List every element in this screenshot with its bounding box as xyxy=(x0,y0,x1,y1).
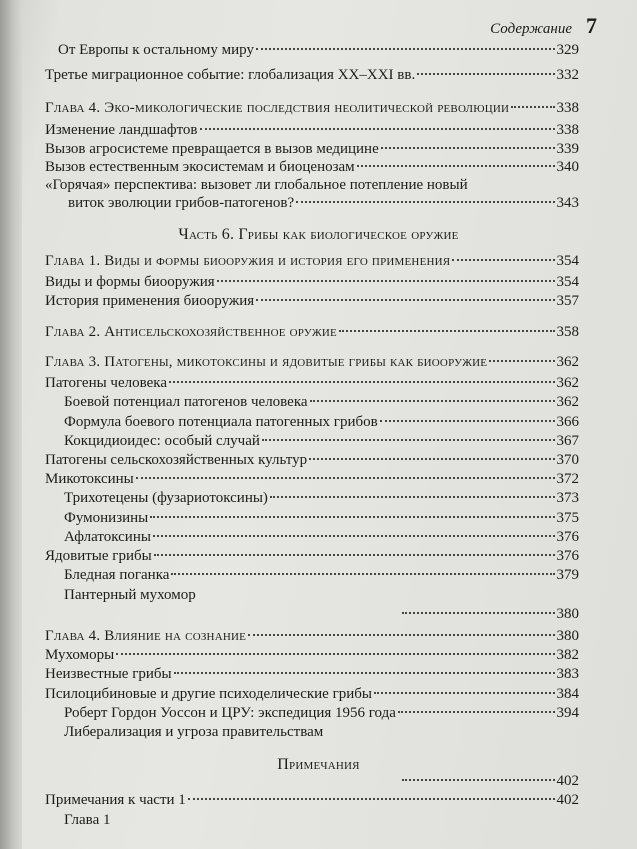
toc-subentry: Фумонизины 375 xyxy=(64,510,579,526)
dot-leader xyxy=(270,496,555,498)
dot-leader xyxy=(171,573,554,575)
toc-entry: Изменение ландшафтов 338 xyxy=(45,122,579,138)
toc-entry: История применения биооружия 357 xyxy=(45,293,579,309)
toc-chapter-entry: Глава 2. Антисельскохозяйственное оружие 358 xyxy=(45,324,579,340)
toc-chapter-entry: Глава 3. Патогены, микотоксины и ядовитые грибы как биооружие 362 xyxy=(45,354,579,370)
toc-subentry: Трихотецены (фузариотоксины) 373 xyxy=(64,490,579,506)
page-number: 7 xyxy=(586,13,597,38)
toc-entry: Мухоморы 382 xyxy=(45,647,579,663)
dot-leader xyxy=(248,634,554,636)
toc-subentry-line: Глава 1 xyxy=(64,812,111,828)
toc-subentry: Формула боевого потенциала патогенных грибов 366 xyxy=(64,414,579,430)
toc-entry: виток эволюции грибов-патогенов? 343 xyxy=(68,195,579,211)
toc-entry: Примечания к части 1 402 xyxy=(45,792,579,808)
toc-subentry: Афлатоксины 376 xyxy=(64,529,579,545)
dot-leader xyxy=(296,201,554,203)
part-heading: Часть 6. Грибы как биологическое оружие xyxy=(178,226,459,243)
dot-leader xyxy=(217,280,555,282)
dot-leader xyxy=(169,381,555,383)
toc-subentry: Роберт Гордон Уоссон и ЦРУ: экспедиция 1956 года 394 xyxy=(64,705,579,721)
dot-leader xyxy=(380,420,555,422)
toc-entry: От Европы к остальному миру 329 xyxy=(58,42,579,58)
dot-leader xyxy=(357,165,555,167)
toc-subentry: Кокцидиоидес: особый случай 367 xyxy=(64,433,579,449)
toc-entry: Виды и формы биооружия 354 xyxy=(45,274,579,290)
notes-heading: Примечания xyxy=(277,756,360,773)
dot-leader xyxy=(339,330,555,332)
dot-leader xyxy=(256,299,554,301)
dot-leader xyxy=(402,779,555,781)
dot-leader xyxy=(452,259,554,261)
toc-page-only: 380 xyxy=(400,606,579,623)
toc-entry: Вызов агросистеме превращается в вызов медицине 339 xyxy=(45,141,579,157)
toc-entry: Третье миграционное событие: глобализация XX–XXI вв. 332 xyxy=(45,67,579,83)
running-title: Содержание xyxy=(490,21,572,37)
dot-leader xyxy=(402,612,555,614)
dot-leader xyxy=(200,128,555,130)
dot-leader xyxy=(309,458,554,460)
dot-leader xyxy=(150,516,554,518)
dot-leader xyxy=(417,73,554,75)
dot-leader xyxy=(174,672,555,674)
toc-entry: Неизвестные грибы 383 xyxy=(45,666,579,682)
toc-entry: Патогены сельскохозяйственных культур 370 xyxy=(45,452,579,468)
dot-leader xyxy=(511,106,554,108)
dot-leader xyxy=(398,711,555,713)
toc-chapter-entry: Глава 1. Виды и формы биооружия и история его применения 354 xyxy=(45,253,579,269)
toc-entry: Псилоцибиновые и другие психоделические грибы 384 xyxy=(45,686,579,702)
toc-entry: Ядовитые грибы 376 xyxy=(45,548,579,564)
page-header xyxy=(490,13,597,39)
dot-leader xyxy=(188,798,555,800)
toc-subentry-line: Пантерный мухомор xyxy=(64,587,196,603)
dot-leader xyxy=(310,400,555,402)
toc-subentry: Бледная поганка 379 xyxy=(64,567,579,583)
dot-leader xyxy=(256,48,555,50)
toc-entry-line: «Горячая» перспектива: вызовет ли глобальное потепление новый xyxy=(45,177,468,193)
toc-chapter-entry: Глава 4. Влияние на сознание 380 xyxy=(45,628,579,644)
dot-leader xyxy=(154,554,555,556)
book-spine-shadow xyxy=(0,0,22,849)
toc-subentry-line: Либерализация и угроза правительствам xyxy=(64,724,324,740)
dot-leader xyxy=(489,360,554,362)
dot-leader xyxy=(374,692,555,694)
toc-page-only: 402 xyxy=(400,773,579,790)
toc-entry: Вызов естественным экосистемам и биоценозам 340 xyxy=(45,159,579,175)
dot-leader xyxy=(381,147,555,149)
toc-entry: Микотоксины 372 xyxy=(45,471,579,487)
toc-entry: Патогены человека 362 xyxy=(45,375,579,391)
dot-leader xyxy=(116,653,554,655)
dot-leader xyxy=(136,477,555,479)
toc-chapter-entry: Глава 4. Эко-микологические последствия неолитической революции 338 xyxy=(45,100,579,116)
dot-leader xyxy=(153,535,555,537)
toc-subentry: Боевой потенциал патогенов человека 362 xyxy=(64,394,579,410)
dot-leader xyxy=(262,439,555,441)
